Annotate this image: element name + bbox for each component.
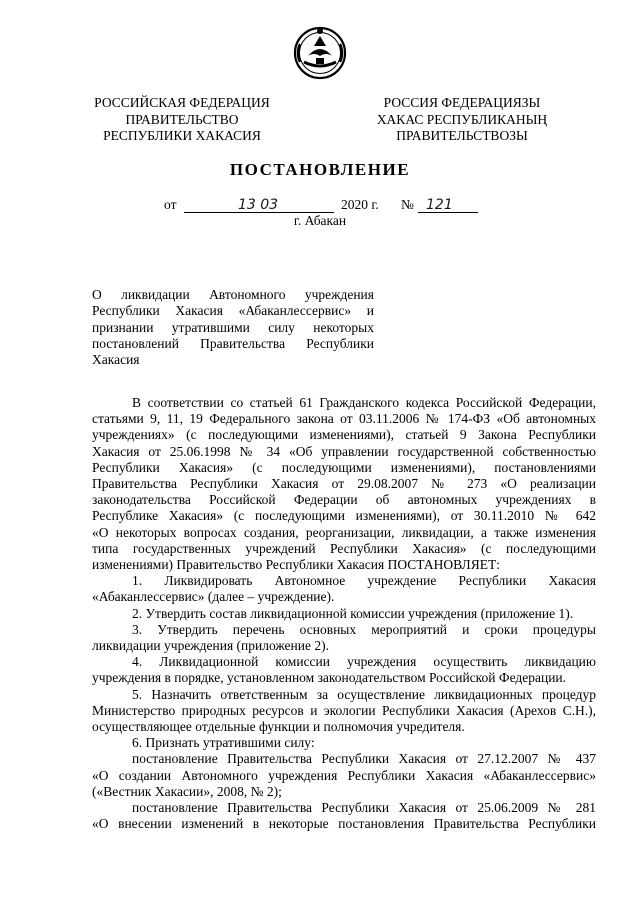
subject-word: учреждения: [304, 287, 374, 302]
header-left-line: РЕСПУБЛИКИ ХАКАСИЯ: [103, 128, 261, 143]
subject-word: Республики: [92, 303, 160, 319]
body-line: Министерство природных ресурсов и экологии Республики Хакасия (Арехов С.Н.),: [92, 702, 596, 718]
body-line: учреждениях» (с последующими изменениями), статьей 9 Закона Республики: [92, 427, 596, 443]
body-line: В соответствии со статьей 61 Гражданского кодекса Российской Федерации,: [132, 395, 596, 410]
subject-word: некоторых: [313, 319, 374, 335]
subject-word: постановлений: [92, 335, 179, 351]
header-right-line: ПРАВИТЕЛЬСТВОЗЫ: [396, 128, 528, 143]
body-line: Правительства Республики Хакасия от 29.08.2007 № 273 «О реализации: [92, 476, 596, 492]
body-line: Республики Хакасия» (с последующими изменениями), постановлениями: [92, 459, 596, 475]
body-line: 5. Назначить ответственным за осуществление ликвидационных процедур: [132, 686, 596, 702]
subject-word: Хакасия: [175, 303, 223, 319]
subject-word: Автономного: [209, 287, 286, 302]
document-body: [92, 395, 596, 832]
body-line: Республике Хакасия» (с последующими изменениями), от 30.11.2010 № 642: [92, 508, 596, 524]
body-line: статьями 9, 11, 19 Федерального закона от 03.11.2006 № 174-ФЗ «Об автономных: [92, 411, 596, 427]
header-right-line: ХАКАС РЕСПУБЛИКАНЫҢ: [376, 111, 548, 127]
subject-word: Республики: [306, 335, 374, 351]
subject-word: силу: [268, 319, 295, 335]
subject-line: [92, 352, 374, 368]
subject-word: О: [92, 287, 102, 302]
subject-word: и: [366, 303, 374, 319]
khakassia-coat-of-arms-icon: [290, 22, 350, 82]
subject-word: Правительства: [200, 335, 286, 351]
year-label: 2020 г.: [341, 197, 379, 212]
subject-line: [92, 303, 374, 319]
handwritten-date: 13 03: [238, 197, 279, 213]
body-line: постановление Правительства Республики Хакасия от 27.12.2007 № 437: [132, 751, 596, 767]
subject-word: ликвидации: [121, 287, 190, 302]
subject-word: Хакасия: [92, 352, 140, 368]
body-line: типа государственных учреждений Республики Хакасия» (с последующими: [92, 540, 596, 556]
subject-line: [92, 320, 374, 336]
body-line: осуществляющее отдельные функции и полномочия учредителя.: [92, 719, 465, 735]
number-sign: №: [401, 197, 414, 212]
body-line: «Абаканлессервис» (далее – учреждение).: [92, 589, 335, 605]
subject-word: «Абаканлессервис»: [238, 303, 352, 319]
body-line: постановление Правительства Республики Хакасия от 25.06.2009 № 281: [132, 800, 596, 816]
header-right: [360, 95, 564, 145]
subject-line: [92, 287, 374, 303]
body-line: Хакасия от 25.06.1998 № 34 «Об управлении государственной собственностью: [92, 443, 596, 459]
body-line: «О некоторых вопросах создания, реорганизации, ликвидации, а также изменения: [92, 524, 596, 540]
body-line: «О создании Автономного учреждения Республики Хакасия «Абаканлессервис»: [92, 767, 596, 783]
body-line: 3. Утвердить перечень основных мероприятий и сроки процедуры: [132, 621, 596, 637]
date-prefix: от: [164, 197, 177, 212]
header-left: [80, 95, 284, 145]
body-line: 4. Ликвидационной комиссии учреждения осуществить ликвидацию: [132, 654, 596, 670]
body-line: изменениями) Правительство Республики Хакасия ПОСТАНОВЛЯЕТ:: [92, 557, 500, 573]
body-line: учреждения в порядке, установленном законодательством Российской Федерации.: [92, 670, 567, 686]
header-right-line: РОССИЯ ФЕДЕРАЦИЯЗЫ: [383, 95, 541, 110]
body-line: 6. Признать утратившими силу:: [132, 735, 315, 751]
body-line: ликвидации учреждения (приложение 2).: [92, 638, 329, 654]
body-line: 2. Утвердить состав ликвидационной комиссии учреждения (приложение 1).: [132, 605, 574, 621]
handwritten-number: 121: [426, 197, 453, 213]
body-line: законодательства Российской Федерации об автономных учреждениях в: [92, 492, 596, 508]
header-left-line: ПРАВИТЕЛЬСТВО: [125, 111, 239, 127]
body-line: 1. Ликвидировать Автономное учреждение Республики Хакасия: [132, 573, 596, 589]
body-line: «О внесении изменений в некоторые постановления Правительства Республики: [92, 816, 596, 832]
document-title: ПОСТАНОВЛЕНИЕ: [229, 160, 411, 179]
subject-word: утратившими: [171, 319, 250, 335]
subject-line: [92, 336, 374, 352]
body-line: («Вестник Хакасии», 2008, № 2);: [92, 783, 282, 799]
subject-word: признании: [92, 319, 154, 335]
document-subject: [92, 287, 374, 368]
city-label: г. Абакан: [293, 213, 347, 228]
header-left-line: РОССИЙСКАЯ ФЕДЕРАЦИЯ: [94, 95, 270, 110]
